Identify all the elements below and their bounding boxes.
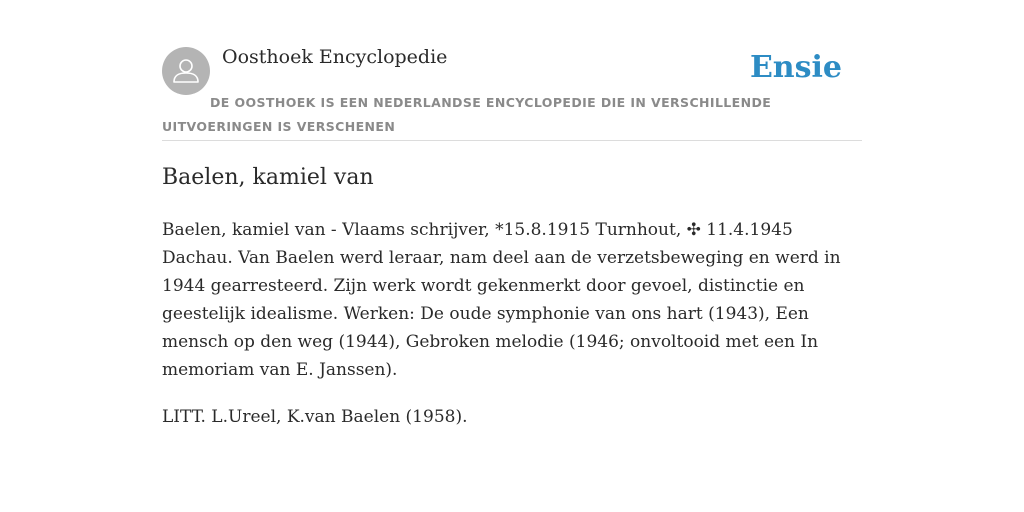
article [162,160,862,431]
header [162,46,862,141]
site-tagline: DE OOSTHOEK IS EEN NEDERLANDSE ENCYCLOPEDIE DIE IN VERSCHILLENDE UITVOERINGEN IS VERSCHENEN [162,95,772,134]
user-avatar-icon [162,47,210,95]
article-body: Baelen, kamiel van - Vlaams schrijver, *15.8.1915 Turnhout, ✣ 11.4.1945 Dachau. Van Baelen werd leraar, nam deel aan de verzetsbeweging en werd in 1944 gearresteerd. Zijn werk wordt gekenmerkt door gevoel, distinctie en geestelijk idealisme. Werken: De oude symphonie van ons hart (1943), Een mensch op den weg (1944), Gebroken melodie (1946; onvoltooid met een In memoriam van E. Janssen). [162,220,841,380]
article-literature: LITT. L.Ureel, K.van Baelen (1958). [162,407,468,427]
brand-logo[interactable]: Ensie [749,50,842,85]
article-title: Baelen, kamiel van [162,165,374,190]
site-name[interactable]: Oosthoek Encyclopedie [222,46,448,68]
